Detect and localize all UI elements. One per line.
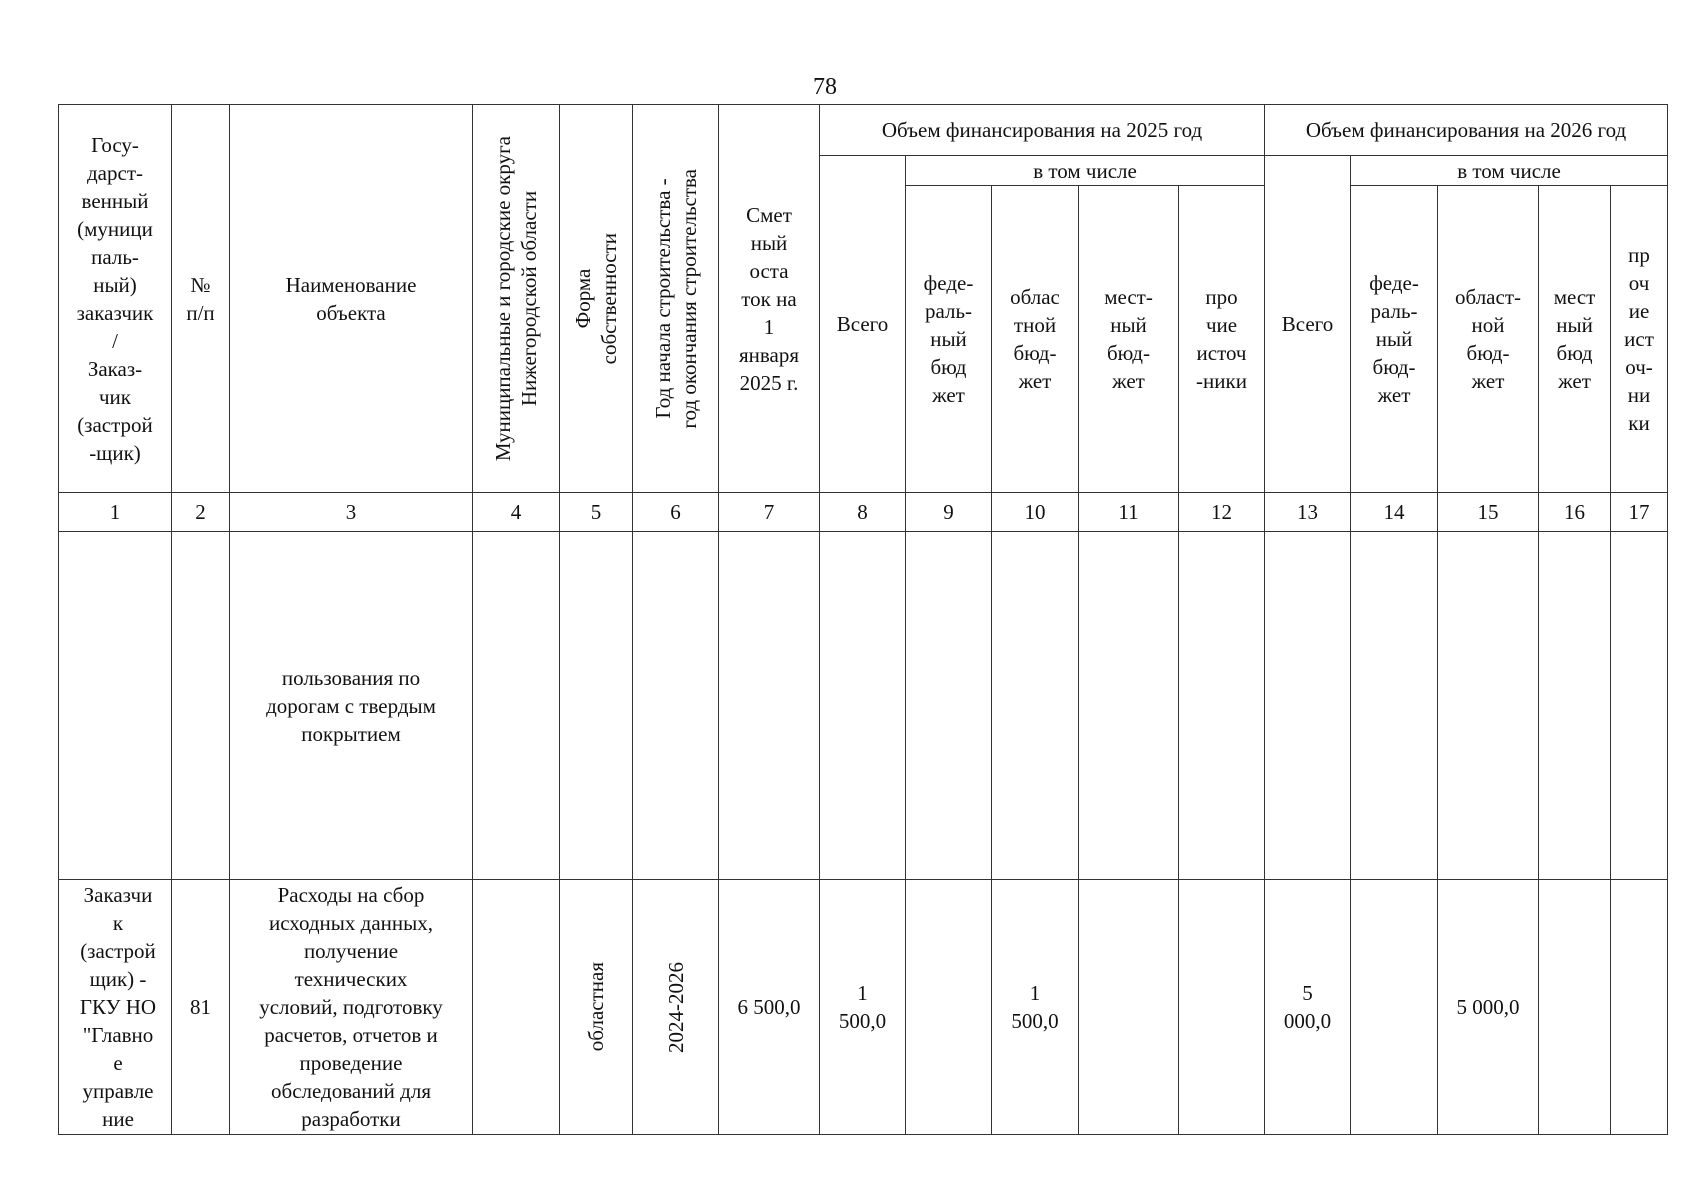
cell-municipality [473,880,560,1135]
cell-local-2026 [1539,532,1611,880]
cell-local-2026 [1539,880,1611,1135]
column-number: 6 [633,493,719,532]
cell-object-name: пользования по дорогам с твердым покрытием [230,532,473,880]
header-years-text: Год начала строительства - год окончания строительства [650,168,701,429]
column-number: 14 [1351,493,1438,532]
column-number: 17 [1611,493,1668,532]
cell-total-2026 [1265,532,1351,880]
column-number: 5 [560,493,633,532]
cell-estimated-balance [719,532,820,880]
header-local-2026: мест ный бюд жет [1539,186,1611,493]
header-financing-2025: Объем финансирования на 2025 год [820,105,1265,156]
column-number-row [59,493,1668,532]
column-number: 12 [1179,493,1265,532]
column-number: 7 [719,493,820,532]
table-row [59,880,1668,1135]
header-estimated-balance: Смет ный оста ток на 1 января 2025 г. [719,105,820,493]
table-row [59,532,1668,880]
header-years [633,105,719,493]
cell-federal-2025 [906,880,992,1135]
header-number: № п/п [172,105,230,493]
cell-other-2026 [1611,880,1668,1135]
header-local-2025: мест- ный бюд- жет [1079,186,1179,493]
header-including-2025: в том числе [906,156,1265,186]
column-number: 11 [1079,493,1179,532]
header-municipalities-text: Муниципальные и городские округа Нижегородской области [491,135,541,462]
cell-other-2025 [1179,532,1265,880]
cell-customer [59,532,172,880]
column-number: 13 [1265,493,1351,532]
cell-local-2025 [1079,880,1179,1135]
column-number: 8 [820,493,906,532]
cell-federal-2026 [1351,532,1438,880]
column-number: 2 [172,493,230,532]
column-number: 10 [992,493,1079,532]
header-ownership-text: Форма собственности [571,232,621,365]
cell-number: 81 [172,880,230,1135]
header-federal-2026: феде- раль- ный бюд- жет [1351,186,1438,493]
cell-federal-2025 [906,532,992,880]
cell-years-text: 2024-2026 [663,961,688,1053]
cell-object-name: Расходы на сбор исходных данных, получение технических условий, подготовку расчетов, отчетов и проведение обследований для разработки [230,880,473,1135]
header-regional-2026: област- ной бюд- жет [1438,186,1539,493]
header-other-2026: пр оч ие ист оч- ни ки [1611,186,1668,493]
cell-regional-2026 [1438,532,1539,880]
page-number: 78 [813,74,837,100]
column-number: 3 [230,493,473,532]
header-customer: Госу- дарст- венный (муници паль- ный) заказчик / Заказ- чик (застрой -щик) [59,105,172,493]
cell-local-2025 [1079,532,1179,880]
header-object-name: Наименование объекта [230,105,473,493]
cell-total-2025 [820,532,906,880]
cell-total-2026: 5 000,0 [1265,880,1351,1135]
header-including-2026: в том числе [1351,156,1668,186]
cell-customer: Заказчи к (застрой щик) - ГКУ НО "Главно е управле ние [59,880,172,1135]
header-federal-2025: феде- раль- ный бюд жет [906,186,992,493]
financing-table [58,104,1668,1135]
cell-total-2025: 1 500,0 [820,880,906,1135]
cell-regional-2025 [992,532,1079,880]
cell-regional-2025: 1 500,0 [992,880,1079,1135]
cell-regional-2026: 5 000,0 [1438,880,1539,1135]
cell-municipality [473,532,560,880]
column-number: 9 [906,493,992,532]
cell-federal-2026 [1351,880,1438,1135]
cell-other-2026 [1611,532,1668,880]
cell-other-2025 [1179,880,1265,1135]
cell-ownership [560,532,633,880]
column-number: 4 [473,493,560,532]
cell-years [633,880,719,1135]
header-total-2025: Всего [820,156,906,493]
cell-ownership-text: областная [584,962,608,1052]
header-other-2025: про чие источ -ники [1179,186,1265,493]
header-total-2026: Всего [1265,156,1351,493]
header-financing-2026: Объем финансирования на 2026 год [1265,105,1668,156]
header-municipalities [473,105,560,493]
cell-estimated-balance: 6 500,0 [719,880,820,1135]
column-number: 15 [1438,493,1539,532]
cell-ownership [560,880,633,1135]
column-number: 16 [1539,493,1611,532]
header-regional-2025: облас тной бюд- жет [992,186,1079,493]
cell-number [172,532,230,880]
header-ownership [560,105,633,493]
cell-years [633,532,719,880]
header-row-1 [59,105,1668,156]
column-number: 1 [59,493,172,532]
